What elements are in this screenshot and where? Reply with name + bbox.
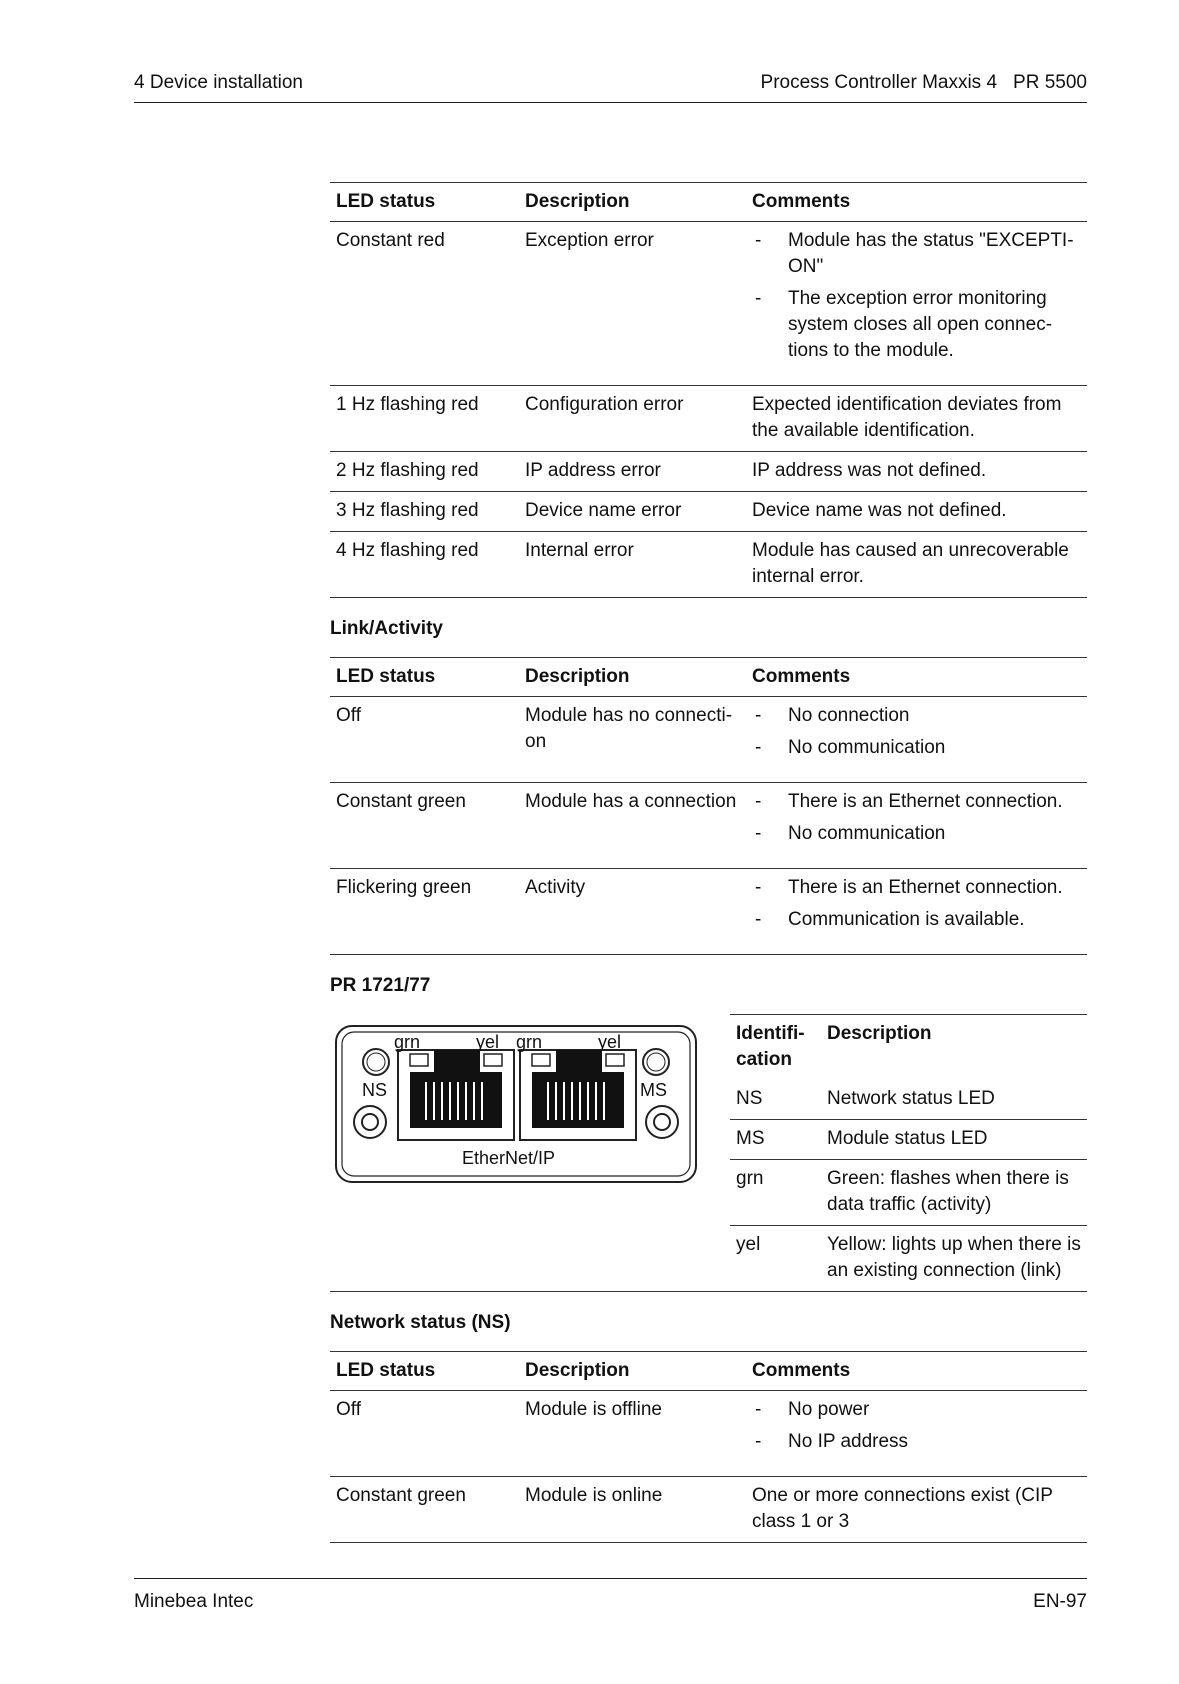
- description-cell: Internal error: [519, 532, 746, 598]
- label-yel-left: yel: [476, 1032, 500, 1052]
- description-cell: IP address error: [519, 452, 746, 492]
- right-port-yel-led-icon: [606, 1054, 624, 1066]
- ethernet-module-drawing: [330, 1020, 702, 1190]
- network-status-heading: Network status (NS): [330, 1312, 511, 1333]
- ethernet-port-right: [520, 1050, 636, 1140]
- table-row: [330, 783, 1087, 869]
- column-header-description: Description: [519, 183, 746, 222]
- label-yel-right: yel: [598, 1032, 622, 1052]
- table-row: [330, 492, 1087, 532]
- table-header-row: [330, 658, 1087, 697]
- header-product-info: [761, 70, 1087, 102]
- led-status-cell: 2 Hz flashing red: [330, 452, 519, 492]
- identification-cell: MS: [736, 1128, 765, 1149]
- comments-cell: [746, 1391, 1087, 1477]
- right-port-grn-led-icon: [532, 1054, 550, 1066]
- led-status-cell: 1 Hz flashing red: [330, 386, 519, 452]
- table-row: [330, 386, 1087, 452]
- led-status-cell: Flickering green: [330, 869, 519, 955]
- column-header-description: Description: [519, 658, 746, 697]
- column-header-led-status: LED status: [330, 183, 519, 222]
- comment-item: - No IP address: [752, 1429, 1081, 1455]
- column-header-description: Description: [827, 1023, 932, 1044]
- description-cell: Yellow: lights up when there is an existing connection (link): [827, 1234, 1081, 1281]
- table-row: [330, 1391, 1087, 1477]
- description-cell: Module has no connecti-on: [519, 697, 746, 783]
- comments-cell: Expected identification deviates from the available identification.: [746, 386, 1087, 452]
- table-row: [330, 697, 1087, 783]
- table-row: [730, 1160, 1087, 1226]
- column-header-comments: Comments: [746, 183, 1087, 222]
- description-cell: Configuration error: [519, 386, 746, 452]
- description-cell: Network status LED: [827, 1088, 995, 1109]
- link-activity-heading: Link/Activity: [330, 618, 443, 639]
- label-ns: NS: [362, 1080, 388, 1100]
- comments-cell: [746, 869, 1087, 955]
- column-header-description: Description: [519, 1352, 746, 1391]
- led-status-cell: Off: [330, 1391, 519, 1477]
- comment-list: [752, 228, 1081, 364]
- label-ms: MS: [640, 1080, 667, 1100]
- device-heading: PR 1721/77: [330, 975, 431, 996]
- left-port-socket-icon: [410, 1072, 502, 1128]
- comments-cell: [746, 783, 1087, 869]
- network-status-table: [330, 1351, 1087, 1543]
- comment-item: - No connection: [752, 703, 1081, 729]
- header-product: Process Controller Maxxis 4: [760, 72, 998, 93]
- led-status-cell: Off: [330, 697, 519, 783]
- table-row: [730, 1226, 1087, 1292]
- led-status-cell: Constant red: [330, 222, 519, 386]
- page-header: [134, 70, 1087, 103]
- column-header-led-status: LED status: [330, 1352, 519, 1391]
- footer-page-number: EN-97: [1033, 1591, 1087, 1612]
- device-section: [330, 1014, 1087, 1292]
- table-header-row: [730, 1015, 1087, 1081]
- identification-cell: NS: [736, 1088, 763, 1109]
- table-header-row: [330, 183, 1087, 222]
- comment-item: - There is an Ethernet connection.: [752, 789, 1081, 815]
- led-status-cell: Constant green: [330, 783, 519, 869]
- comments-cell: One or more connections exist (CIP class 1 or 3: [746, 1477, 1087, 1543]
- right-port-socket-icon: [532, 1072, 624, 1128]
- description-cell: Module status LED: [827, 1128, 988, 1149]
- comment-list: [752, 703, 1081, 761]
- comment-item: - Module has the status "EXCEPTI-ON": [752, 228, 1081, 280]
- comment-list: [752, 875, 1081, 933]
- led-status-cell: Constant green: [330, 1477, 519, 1543]
- description-cell: Module is offline: [519, 1391, 746, 1477]
- comments-cell: [746, 697, 1087, 783]
- table-row: [330, 869, 1087, 955]
- column-header-comments: Comments: [746, 658, 1087, 697]
- header-section: 4 Device installation: [134, 72, 303, 93]
- description-cell: Green: flashes when there is data traffic (activity): [827, 1168, 1069, 1215]
- table-row: [330, 532, 1087, 598]
- left-port-yel-led-icon: [484, 1054, 502, 1066]
- identification-cell: yel: [736, 1234, 761, 1255]
- ethernet-module-figure: [330, 1014, 730, 1291]
- label-ethernet-ip: EtherNet/IP: [462, 1148, 556, 1168]
- comments-cell: Device name was not defined.: [746, 492, 1087, 532]
- column-header-identification: Identifi-cation: [736, 1023, 805, 1070]
- comments-cell: IP address was not defined.: [746, 452, 1087, 492]
- identification-cell: grn: [736, 1168, 764, 1189]
- comment-item: - No communication: [752, 735, 1081, 761]
- comment-item: - No power: [752, 1397, 1081, 1423]
- table-row: [330, 452, 1087, 492]
- led-status-cell: 3 Hz flashing red: [330, 492, 519, 532]
- identification-table: [730, 1014, 1087, 1291]
- led-status-cell: 4 Hz flashing red: [330, 532, 519, 598]
- comment-item: - Communication is available.: [752, 907, 1081, 933]
- left-port-grn-led-icon: [410, 1054, 428, 1066]
- comment-item: - No communication: [752, 821, 1081, 847]
- description-cell: Module is online: [519, 1477, 746, 1543]
- label-grn-right: grn: [516, 1032, 543, 1052]
- page-footer: [134, 1578, 1087, 1614]
- comment-list: [752, 1397, 1081, 1455]
- comment-item: - There is an Ethernet connection.: [752, 875, 1081, 901]
- description-cell: Exception error: [519, 222, 746, 386]
- right-port-latch-icon: [556, 1050, 602, 1072]
- table-header-row: [330, 1352, 1087, 1391]
- column-header-led-status: LED status: [330, 658, 519, 697]
- description-cell: Activity: [519, 869, 746, 955]
- comments-cell: [746, 222, 1087, 386]
- description-cell: Module has a connection: [519, 783, 746, 869]
- main-content: [330, 182, 1087, 1543]
- label-grn-left: grn: [394, 1032, 421, 1052]
- footer-company: Minebea Intec: [134, 1591, 254, 1612]
- link-activity-table: [330, 657, 1087, 955]
- ethernet-port-left: [398, 1050, 514, 1140]
- column-header-comments: Comments: [746, 1352, 1087, 1391]
- comments-cell: Module has caused an unrecoverable internal error.: [746, 532, 1087, 598]
- header-model: PR 5500: [1013, 72, 1087, 93]
- comment-list: [752, 789, 1081, 847]
- description-cell: Device name error: [519, 492, 746, 532]
- module-status-table: [330, 182, 1087, 598]
- table-row: [330, 222, 1087, 386]
- table-row: [730, 1080, 1087, 1120]
- table-row: [730, 1120, 1087, 1160]
- left-port-latch-icon: [434, 1050, 480, 1072]
- table-row: [330, 1477, 1087, 1543]
- comment-item: - The exception error monitoring system closes all open connec-tions to the module.: [752, 286, 1081, 364]
